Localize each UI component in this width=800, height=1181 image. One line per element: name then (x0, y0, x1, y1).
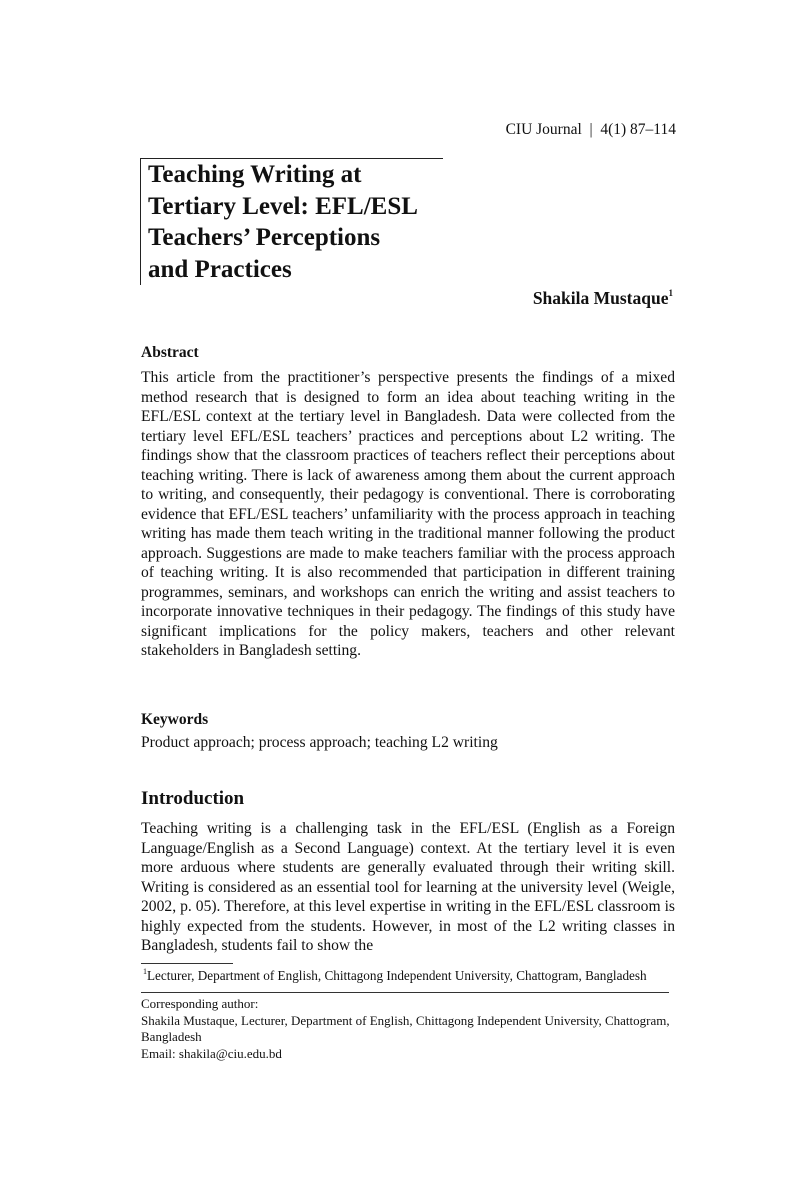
correspondence-block (141, 996, 676, 1062)
correspondence-line: Bangladesh (141, 1029, 202, 1044)
footnote-text: Lecturer, Department of English, Chittagong Independent University, Chattogram, Bangladesh (147, 968, 647, 983)
abstract-text: This article from the practitioner’s perspective presents the findings of a mixed method research that is designed to form an idea about teaching writing in the EFL/ESL context at the tertiary level in Bangladesh. Data were collected from the tertiary level EFL/ESL teachers’ practices and perceptions about L2 writing. The findings show that the classroom practices of teachers reflect their perceptions about teaching writing. There is lack of awareness among them about the current approach to writing, and consequently, their pedagogy is conventional. There is corroborating evidence that EFL/ESL teachers’ unfamiliarity with the process approach in teaching writing has made them teach writing in the traditional manner following the product approach. Suggestions are made to make teachers familiar with the process approach of teaching writing. It is also recommended that participation in different training programmes, seminars, and workshops can enrich the writing and assist teachers to incorporate innovative techniques in their pedagogy. The findings of this study have significant implications for the policy makers, teachers and other relevant stakeholders in Bangladesh setting. (141, 369, 675, 659)
title-line: Tertiary Level: EFL/ESL (148, 192, 418, 220)
correspondence-divider (141, 992, 669, 993)
keywords-text: Product approach; process approach; teaching L2 writing (141, 734, 498, 751)
correspondence-email: Email: shakila@ciu.edu.bd (141, 1045, 282, 1061)
title-line: Teachers’ Perceptions (148, 224, 381, 251)
footnote-marker: 1 (143, 967, 147, 976)
abstract-heading: Abstract (141, 344, 199, 361)
author-footnote-marker: 1 (668, 288, 673, 298)
footnote (143, 967, 647, 984)
footnote-divider (141, 963, 233, 964)
author-name-text: Shakila Mustaque (532, 288, 669, 308)
author-name (533, 288, 673, 309)
introduction-heading: Introduction (141, 788, 245, 809)
title-line: and Practices (148, 255, 292, 283)
article-title (148, 159, 448, 285)
title-line: Teaching Writing at (148, 161, 362, 188)
keywords-heading: Keywords (141, 711, 209, 728)
correspondence-line: Shakila Mustaque, Lecturer, Department of English, Chittagong Independent University, Chattogram, (141, 1012, 670, 1028)
introduction-text: Teaching writing is a challenging task in the EFL/ESL (English as a Foreign Language/English as a Second Language) context. At the tertiary level it is even more arduous where students are generally evaluated through their writing skill. Writing is considered as an essential tool for learning at the university level (Weigle, 2002, p. 05). Therefore, at this level expertise in writing in the EFL/ESL classroom is highly expected from the students. However, in most of the L2 writing classes in Bangladesh, students fail to show the (141, 820, 675, 954)
running-head: CIU Journal | 4(1) 87–114 (505, 121, 676, 138)
correspondence-label: Corresponding author: (141, 996, 259, 1011)
